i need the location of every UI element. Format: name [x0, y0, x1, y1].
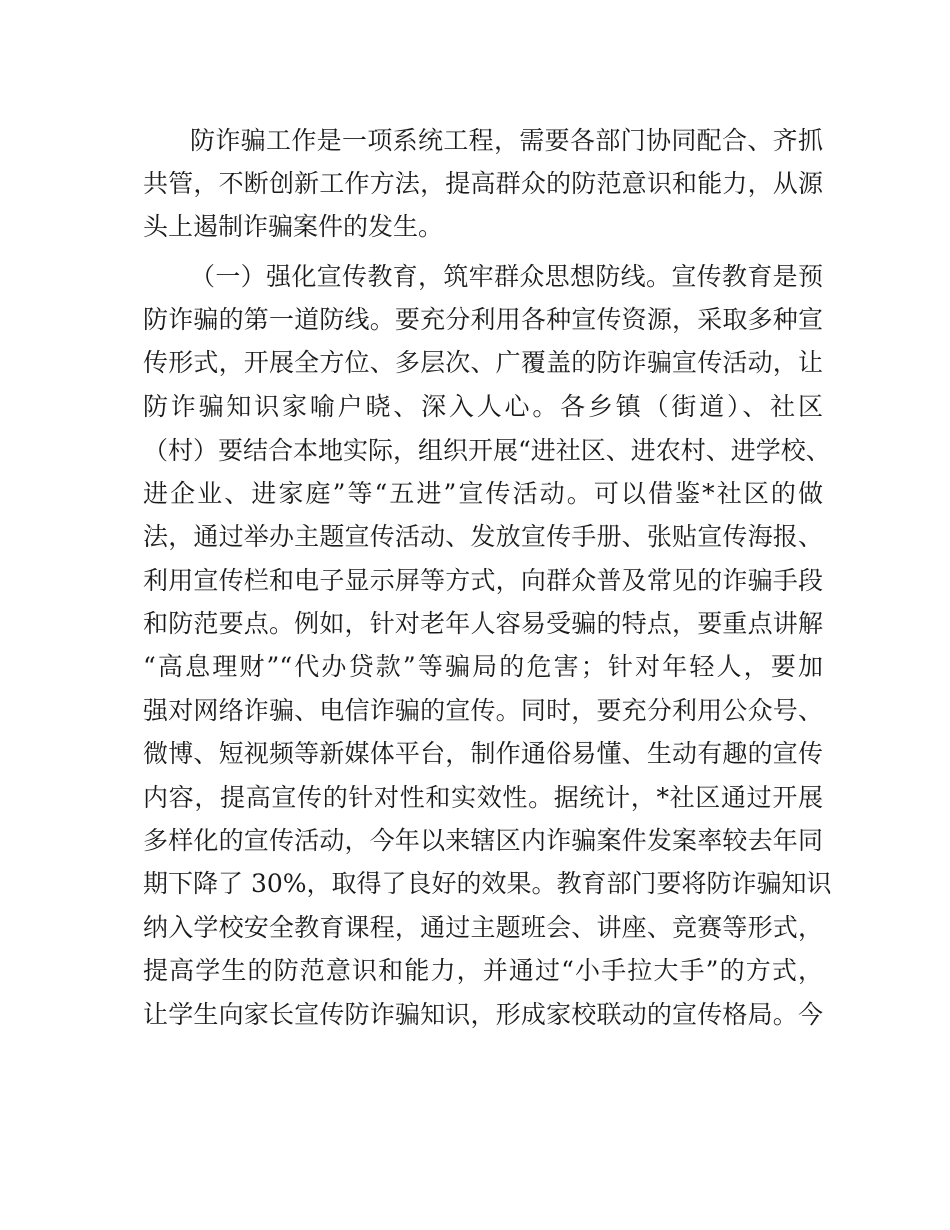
text-line: 期下降了 30%，取得了良好的效果。教育部门要将防诈骗知识: [143, 869, 832, 898]
text-line: 和防范要点。例如，针对老年人容易受骗的特点，要重点讲解: [143, 609, 823, 638]
text-line: 法，通过举办主题宣传活动、发放宣传手册、张贴宣传海报、: [143, 522, 823, 551]
text-line: “高息理财”“代办贷款”等骗局的危害；针对年轻人，要加: [143, 652, 823, 681]
text-line: 提高学生的防范意识和能力，并通过“小手拉大手”的方式，: [143, 956, 823, 985]
text-line: 防诈骗工作是一项系统工程，需要各部门协同配合、齐抓: [190, 126, 823, 155]
text-line: 共管，不断创新工作方法，提高群众的防范意识和能力，从源: [143, 169, 823, 198]
section-heading-line: （一）强化宣传教育，筑牢群众思想防线。宣传教育是预: [190, 262, 823, 291]
text-line: 防诈骗的第一道防线。要充分利用各种宣传资源，采取多种宣: [143, 305, 823, 334]
text-line: 让学生向家长宣传防诈骗知识，形成家校联动的宣传格局。今: [143, 1000, 823, 1029]
text-line: 强对网络诈骗、电信诈骗的宣传。同时，要充分利用公众号、: [143, 696, 823, 725]
text-line: 利用宣传栏和电子显示屏等方式，向群众普及常见的诈骗手段: [143, 566, 823, 595]
text-line: 传形式，开展全方位、多层次、广覆盖的防诈骗宣传活动，让: [143, 348, 823, 377]
text-line: 多样化的宣传活动，今年以来辖区内诈骗案件发案率较去年同: [143, 826, 823, 855]
text-line: 进企业、进家庭”等“五进”宣传活动。可以借鉴*社区的做: [143, 479, 823, 508]
text-line: 头上遏制诈骗案件的发生。: [143, 212, 444, 241]
text-line: 纳入学校安全教育课程，通过主题班会、讲座、竞赛等形式，: [143, 913, 823, 942]
text-line: （村）要结合本地实际，组织开展“进社区、进农村、进学校、: [143, 436, 831, 465]
text-line: 内容，提高宣传的针对性和实效性。据统计，*社区通过开展: [143, 783, 823, 812]
text-line: 微博、短视频等新媒体平台，制作通俗易懂、生动有趣的宣传: [143, 739, 823, 768]
text-line: 防诈骗知识家喻户晓、深入人心。各乡镇（街道）、社区: [143, 392, 823, 421]
